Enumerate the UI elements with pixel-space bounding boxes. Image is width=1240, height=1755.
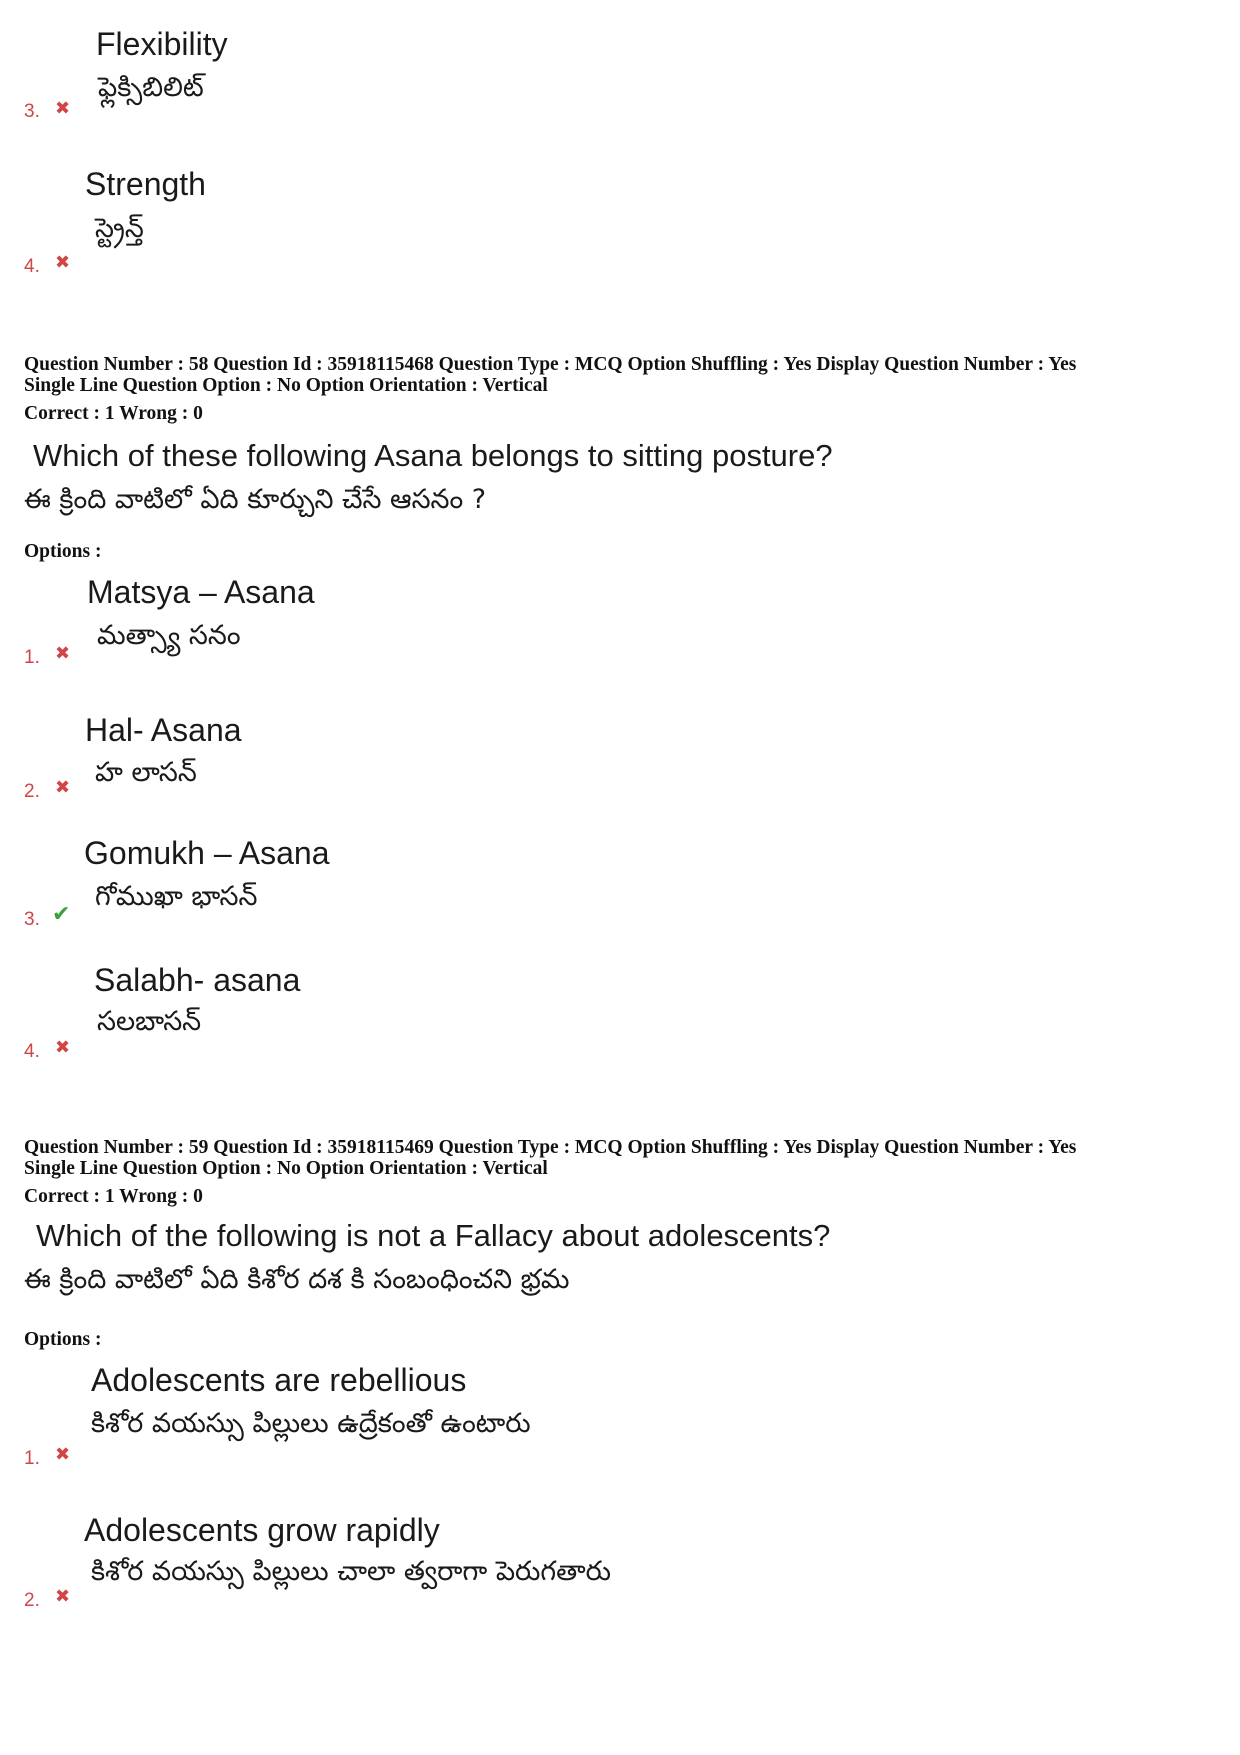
option-text-te: సలబాసన్ xyxy=(97,1006,202,1037)
question-text-te: ఈ క్రింది వాటిలో ఏది కూర్చుని చేసే ఆసనం ? xyxy=(24,484,487,515)
option-text-en: Adolescents are rebellious xyxy=(91,1362,467,1398)
option-number: 3. xyxy=(24,909,40,930)
wrong-mark-icon: ✖ xyxy=(55,777,71,798)
wrong-mark-icon: ✖ xyxy=(55,98,71,119)
question-meta-line1: Question Number : 59 Question Id : 35918115469 Question Type : MCQ Option Shuffling : Yes Display Question Number : Yes xyxy=(24,1137,1077,1158)
option-number: 1. xyxy=(24,1448,40,1469)
options-label: Options : xyxy=(24,541,102,562)
option-text-te: హ లాసన్ xyxy=(95,757,197,788)
option-text-te: ఫ్లెక్సిబిలిట్ xyxy=(98,72,204,103)
options-label: Options : xyxy=(24,1329,102,1350)
correct-check-icon: ✔ xyxy=(52,902,71,927)
wrong-mark-icon: ✖ xyxy=(55,643,71,664)
question-scoring: Correct : 1 Wrong : 0 xyxy=(24,403,203,424)
question-meta-line1: Question Number : 58 Question Id : 35918115468 Question Type : MCQ Option Shuffling : Yes Display Question Number : Yes xyxy=(24,354,1077,375)
option-text-en: Salabh- asana xyxy=(94,962,301,998)
option-number: 1. xyxy=(24,647,40,668)
option-text-te: స్ట్రెన్త్ xyxy=(95,213,144,244)
question-text-en: Which of these following Asana belongs to sitting posture? xyxy=(33,438,833,473)
wrong-mark-icon: ✖ xyxy=(55,1037,71,1058)
option-text-te: మత్స్యా సనం xyxy=(97,620,241,651)
option-text-en: Matsya – Asana xyxy=(87,574,315,610)
option-number: 4. xyxy=(24,1041,40,1062)
option-number: 2. xyxy=(24,1590,40,1611)
option-text-en: Adolescents grow rapidly xyxy=(84,1512,440,1548)
question-meta-line2: Single Line Question Option : No Option Orientation : Vertical xyxy=(24,1158,548,1179)
option-text-en: Strength xyxy=(85,166,206,202)
option-number: 4. xyxy=(24,256,40,277)
wrong-mark-icon: ✖ xyxy=(55,1444,71,1465)
option-text-en: Gomukh – Asana xyxy=(84,835,330,871)
wrong-mark-icon: ✖ xyxy=(55,1586,71,1607)
option-number: 2. xyxy=(24,781,40,802)
option-text-te: కిశోర వయస్సు పిల్లులు ఉద్రేకంతో ఉంటారు xyxy=(91,1408,531,1439)
option-text-te: కిశోర వయస్సు పిల్లులు చాలా త్వరాగా పెరుగతారు xyxy=(91,1556,611,1587)
question-scoring: Correct : 1 Wrong : 0 xyxy=(24,1186,203,1207)
wrong-mark-icon: ✖ xyxy=(55,252,71,273)
question-text-te: ఈ క్రింది వాటిలో ఏది కిశోర దశ కి సంబంధించని భ్రమ xyxy=(24,1264,570,1295)
question-meta-line2: Single Line Question Option : No Option Orientation : Vertical xyxy=(24,375,548,396)
question-text-en: Which of the following is not a Fallacy about adolescents? xyxy=(36,1218,831,1253)
option-text-en: Flexibility xyxy=(96,26,228,62)
option-number: 3. xyxy=(24,101,40,122)
option-text-te: గోముఖా భాసన్ xyxy=(95,881,258,912)
option-text-en: Hal- Asana xyxy=(85,712,242,748)
